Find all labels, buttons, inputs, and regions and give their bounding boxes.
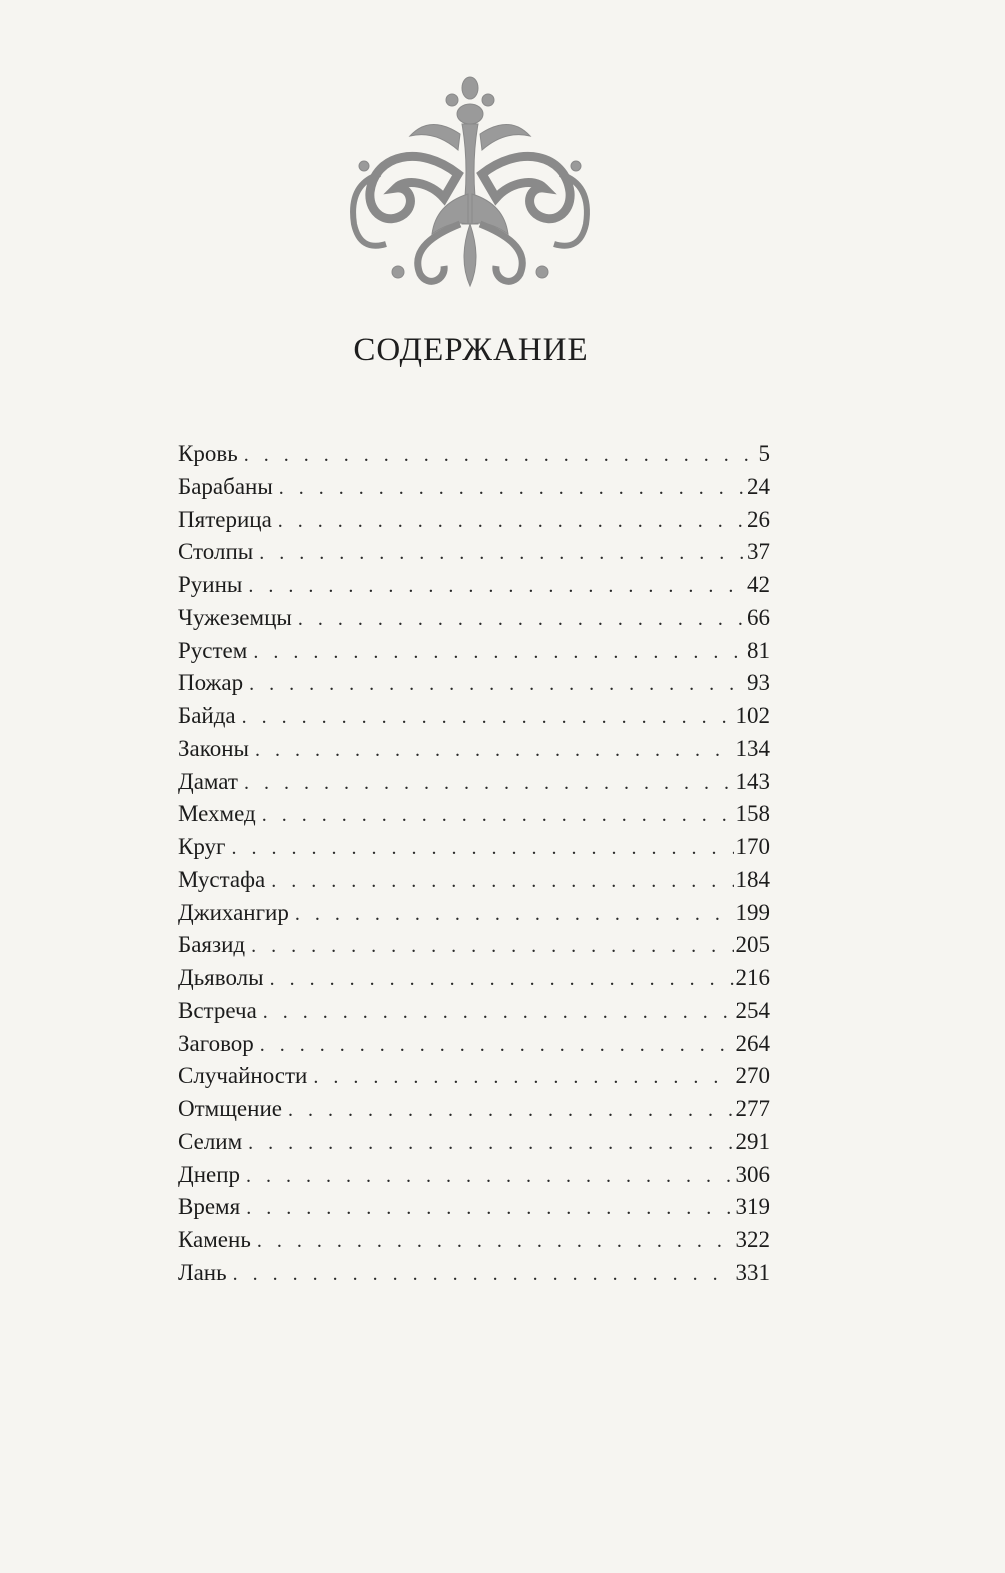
toc-entry-title: Законы	[178, 735, 249, 761]
toc-entry-title: Джихангир	[178, 899, 289, 925]
toc-entry-title: Случайности	[178, 1063, 308, 1089]
toc-entry-page: 205	[735, 932, 770, 958]
toc-entry-title: Пожар	[178, 670, 244, 696]
toc-entry	[178, 733, 770, 766]
toc-entry-page: 24	[747, 473, 770, 499]
toc-entry-page: 66	[747, 604, 770, 630]
toc-leader-dots	[298, 603, 745, 636]
toc-entry-title: Лань	[178, 1259, 227, 1285]
toc-entry	[178, 471, 770, 504]
toc-leader-dots	[253, 636, 745, 669]
toc-entry-title: Пятерица	[178, 506, 272, 532]
toc-entry	[178, 1060, 770, 1093]
toc-entry-page: 143	[735, 768, 770, 794]
toc-entry	[178, 897, 770, 930]
toc-entry-page: 81	[747, 637, 770, 663]
toc-entry-page: 270	[735, 1063, 770, 1089]
toc-entry-title: Дьяволы	[178, 965, 264, 990]
toc-entry-title: Днепр	[178, 1161, 241, 1187]
toc-leader-dots	[295, 898, 734, 931]
toc-leader-dots	[242, 701, 734, 734]
toc-entry-title: Рустем	[178, 637, 248, 663]
toc-entry	[178, 766, 770, 799]
toc-entry-title: Дамат	[178, 768, 238, 794]
toc-entry-title: Баязид	[178, 932, 246, 958]
toc-entry-title: Отмщение	[178, 1096, 282, 1121]
table-of-contents	[178, 438, 770, 1290]
toc-entry	[178, 700, 770, 733]
toc-entry	[178, 1126, 770, 1159]
toc-entry-title: Руины	[178, 572, 243, 597]
toc-entry-title: Барабаны	[178, 473, 273, 499]
toc-leader-dots	[231, 832, 733, 865]
toc-entry-page: 306	[735, 1161, 770, 1187]
toc-entry-title: Селим	[178, 1128, 243, 1154]
toc-entry-page: 26	[747, 506, 770, 532]
toc-entry-title: Круг	[178, 834, 226, 859]
toc-leader-dots	[255, 734, 734, 767]
toc-entry	[178, 1224, 770, 1257]
toc-leader-dots	[279, 472, 745, 505]
toc-entry-page: 184	[735, 866, 770, 892]
toc-entry	[178, 569, 770, 602]
toc-entry-page: 277	[735, 1096, 770, 1121]
toc-entry-page: 102	[735, 703, 770, 728]
toc-entry	[178, 635, 770, 668]
toc-entry-page: 254	[735, 997, 770, 1023]
toc-leader-dots	[244, 439, 757, 472]
toc-entry-page: 264	[735, 1030, 770, 1056]
toc-entry	[178, 504, 770, 537]
toc-entry-title: Мустафа	[178, 866, 266, 892]
toc-entry	[178, 1257, 770, 1290]
toc-entry-title: Кровь	[178, 441, 238, 466]
toc-entry-title: Байда	[178, 703, 236, 728]
toc-entry-page: 319	[735, 1194, 770, 1220]
toc-leader-dots	[246, 1192, 733, 1225]
toc-entry-page: 93	[747, 670, 770, 696]
toc-entry-page: 42	[747, 572, 770, 597]
toc-entry-title: Заговор	[178, 1030, 254, 1056]
toc-entry-page: 291	[735, 1128, 770, 1154]
toc-entry	[178, 667, 770, 700]
toc-entry-page: 199	[735, 899, 770, 925]
toc-leader-dots	[262, 799, 734, 832]
toc-entry-page: 322	[735, 1227, 770, 1252]
toc-entry	[178, 1093, 770, 1126]
toc-entry	[178, 798, 770, 831]
toc-entry-title: Чужеземцы	[178, 604, 292, 630]
toc-entry	[178, 1191, 770, 1224]
toc-leader-dots	[249, 668, 745, 701]
toc-entry	[178, 864, 770, 897]
toc-leader-dots	[259, 537, 745, 570]
toc-entry-title: Столпы	[178, 539, 254, 565]
toc-entry-page: 170	[735, 834, 770, 859]
toc-entry-page: 158	[735, 801, 770, 827]
toc-entry	[178, 1028, 770, 1061]
toc-leader-dots	[257, 1225, 734, 1258]
toc-entry-page: 37	[747, 539, 770, 565]
toc-entry-title: Встреча	[178, 997, 257, 1023]
toc-entry	[178, 536, 770, 569]
floral-ornament-icon	[340, 74, 600, 294]
toc-leader-dots	[271, 865, 733, 898]
toc-entry	[178, 962, 770, 995]
toc-leader-dots	[260, 1029, 734, 1062]
toc-entry-page: 331	[735, 1259, 770, 1285]
toc-leader-dots	[251, 930, 733, 963]
toc-entry	[178, 929, 770, 962]
toc-entry-page: 216	[735, 965, 770, 990]
toc-entry	[178, 602, 770, 635]
toc-leader-dots	[248, 1127, 733, 1160]
toc-leader-dots	[288, 1094, 734, 1127]
toc-leader-dots	[248, 570, 745, 603]
toc-leader-dots	[233, 1258, 734, 1291]
toc-leader-dots	[270, 963, 734, 996]
toc-entry	[178, 1159, 770, 1192]
toc-entry-title: Время	[178, 1194, 241, 1220]
toc-leader-dots	[263, 996, 734, 1029]
toc-entry	[178, 831, 770, 864]
toc-leader-dots	[246, 1160, 733, 1193]
page-title: СОДЕРЖАНИЕ	[353, 332, 589, 368]
toc-leader-dots	[313, 1061, 733, 1094]
toc-entry-page: 134	[735, 735, 770, 761]
toc-leader-dots	[278, 505, 745, 538]
toc-entry	[178, 438, 770, 471]
toc-entry-title: Мехмед	[178, 801, 256, 827]
toc-leader-dots	[244, 767, 734, 800]
toc-entry-title: Камень	[178, 1227, 251, 1252]
toc-entry	[178, 995, 770, 1028]
toc-entry-page: 5	[758, 441, 770, 466]
